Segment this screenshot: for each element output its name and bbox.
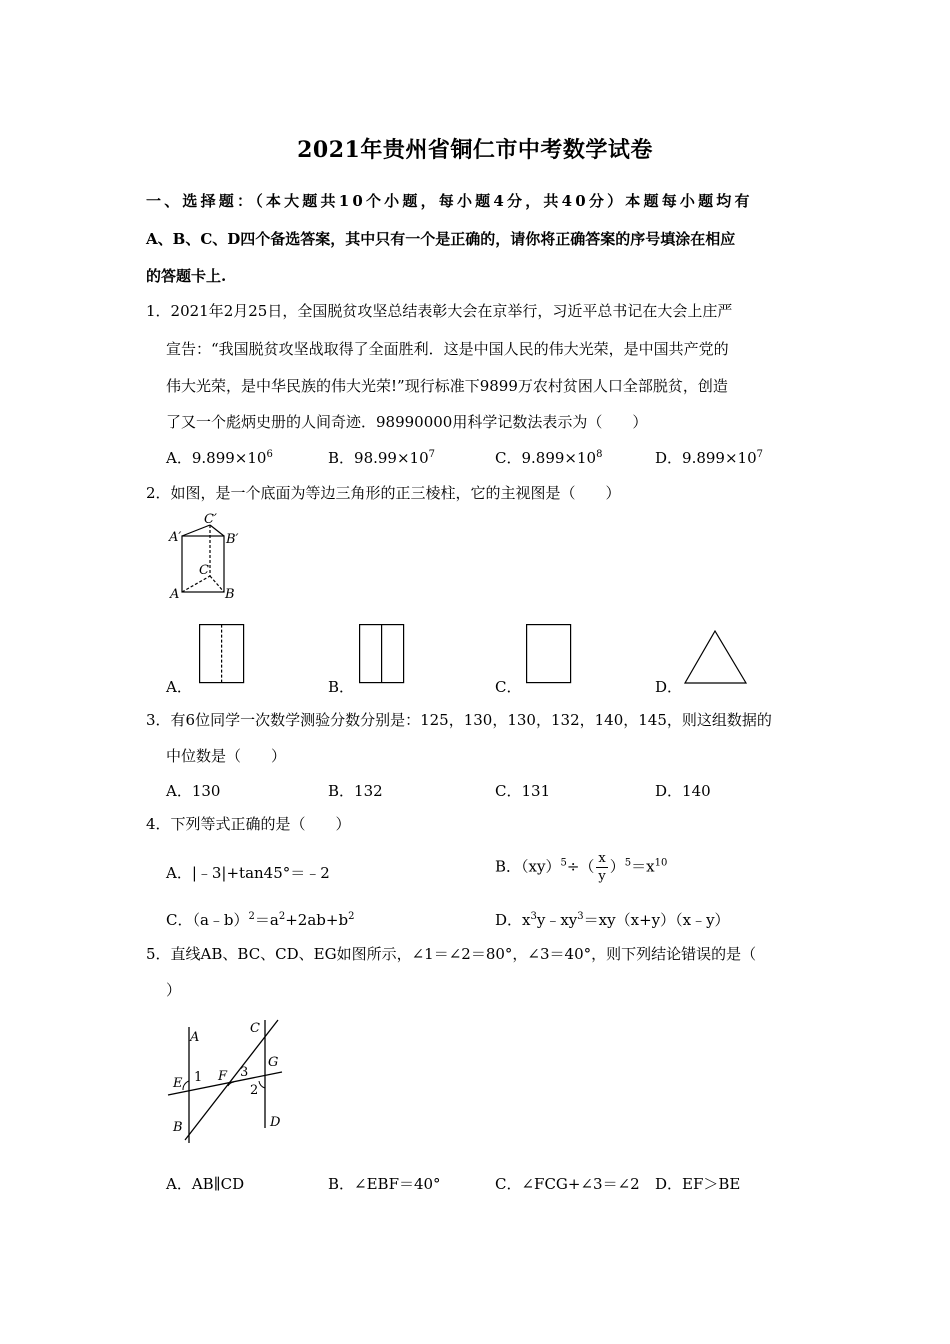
q3-line-1: 3．有6位同学一次数学测验分数分别是：125，130，130，132，140，145，则这组数据的 [146,711,772,729]
q1-line-3: 伟大光荣，是中华民族的伟大光荣!”现行标准下9899万农村贫困人口全部脱贫，创造 [166,377,728,395]
q1-line-2: 宣告：“我国脱贫攻坚战取得了全面胜利．这是中国人民的伟大光荣，是中国共产党的 [166,340,729,358]
q2-option-d-figure [684,630,748,686]
page-title: 2021年贵州省铜仁市中考数学试卷 [297,137,653,163]
q4-option-c[interactable]: C．$(a﹣b)^2=a^2+2ab+b^2$ [166,911,355,929]
q2-option-a[interactable]: A． [166,678,192,696]
q2-option-c[interactable]: C． [495,678,522,696]
q4-question-text: 4．下列等式正确的是（ ） [146,815,351,833]
q3-option-d[interactable]: D．140 [655,782,711,800]
q2-label-c-prime: C′ [204,512,217,527]
q1-line-4: 了又一个彪炳史册的人间奇迹．98990000用科学记数法表示为（ ） [166,413,648,431]
q2-label-a: A [170,587,180,602]
q2-label-c: C [199,563,209,578]
q5-option-d[interactable]: D．EF＞BE [655,1175,741,1193]
q5-angle-3: 3 [240,1065,249,1080]
q1-line-1: 1．2021年2月25日，全国脱贫攻坚总结表彰大会在京举行，习近平总书记在大会上庄严 [146,302,733,320]
q5-angle-1: 1 [194,1070,203,1085]
q2-option-b-figure [359,624,405,684]
q2-option-b[interactable]: B． [328,678,355,696]
q5-line-2: ） [166,981,182,999]
q5-label-e: E [173,1076,183,1091]
q2-question-text: 2．如图，是一个底面为等边三角形的正三棱柱，它的主视图是（ ） [146,484,621,502]
q5-angle-2: 2 [250,1083,259,1098]
q1-option-c[interactable]: C．$9.899\times 10^8$ [495,449,603,467]
section-header-line-3: 的答题卡上. [146,267,227,285]
q5-label-d: D [270,1115,281,1130]
q5-lines-figure [160,1010,295,1150]
q2-prism-figure [160,510,260,605]
q2-label-a-prime: A′ [169,530,182,545]
q1-option-d[interactable]: D．$9.899\times 10^7$ [655,449,763,467]
q4-option-b-fraction: $\frac{x}{y}$ [598,851,606,884]
q1-option-a[interactable]: A．$9.899\times 10^6$ [166,449,273,467]
q4-option-a[interactable]: A．|﹣3|+tan45°＝﹣2 [166,864,330,882]
q5-label-b: B [173,1120,183,1135]
q4-option-b[interactable]: B．（xy）$^5$÷（ $\frac{x}{y}$ ）$^5=x^{10}$ [495,851,668,884]
section-header-line-1: 一、选择题：（本大题共10个小题，每小题4分，共40分）本题每小题均有 [146,192,753,210]
q3-option-a[interactable]: A．130 [166,782,221,800]
q2-option-a-figure [199,624,245,684]
q2-option-d[interactable]: D． [655,678,683,696]
q3-option-b[interactable]: B．132 [328,782,383,800]
q3-line-2: 中位数是（ ） [166,747,287,765]
q5-option-a[interactable]: A．AB∥CD [166,1175,245,1193]
q5-label-a: A [190,1030,200,1045]
q5-option-b[interactable]: B．∠EBF＝40° [328,1175,441,1193]
q5-label-f: F [218,1069,228,1084]
q5-label-g: G [268,1055,279,1070]
q5-label-c: C [250,1021,260,1036]
section-header-line-2: A、B、C、D四个备选答案，其中只有一个是正确的，请你将正确答案的序号填涂在相应 [146,230,736,248]
q2-label-b: B [225,587,235,602]
q2-label-b-prime: B′ [226,532,239,547]
q4-option-d[interactable]: D．$x^3y﹣xy^3=xy(x+y)(x﹣y)$ [495,911,730,929]
q2-option-c-figure [526,624,572,684]
q5-line-1: 5．直线AB、BC、CD、EG如图所示，∠1＝∠2＝80°，∠3＝40°，则下列结论错误的是（ [146,945,757,963]
q3-option-c[interactable]: C．131 [495,782,551,800]
q1-option-b[interactable]: B．$98.99\times 10^7$ [328,449,435,467]
q5-option-c[interactable]: C．∠FCG+∠3＝∠2 [495,1175,640,1193]
